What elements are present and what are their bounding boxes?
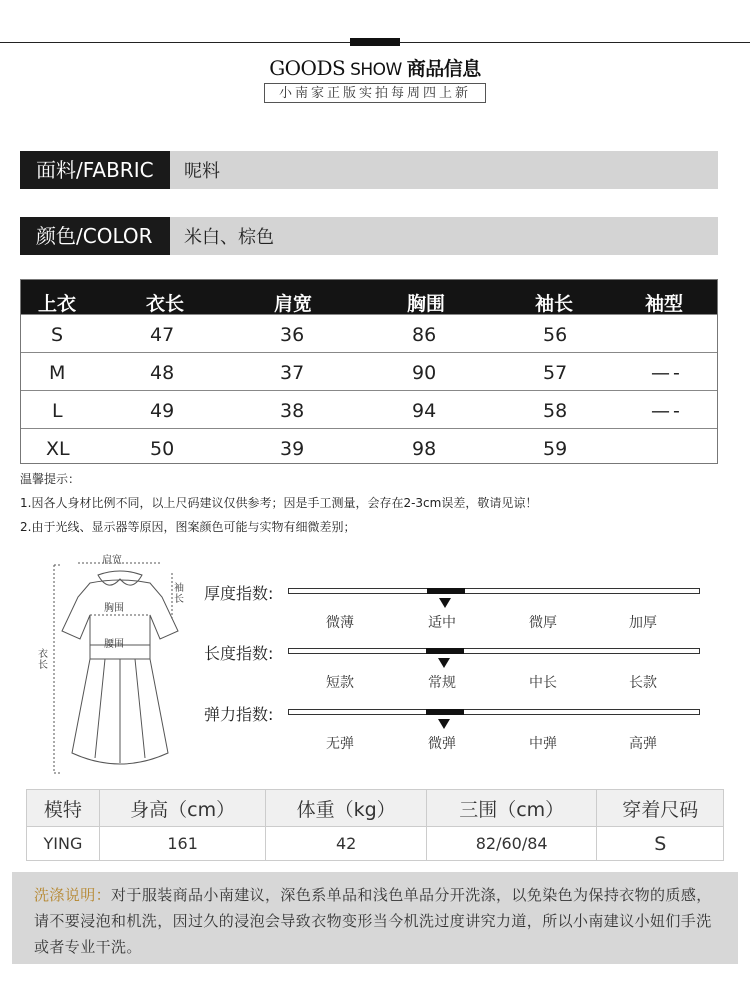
title-goods: GOODS (269, 56, 346, 80)
sleeve-type-cell: —- (651, 362, 683, 384)
elasticity-index-label: 弹力指数: (204, 705, 274, 724)
size-cell: S (51, 324, 64, 346)
table-row (27, 827, 724, 861)
subtitle-box: 小南家正版实拍每周四上新 (264, 83, 486, 103)
measurements-cell: 82/60/84 (426, 827, 597, 861)
measurements-header-cell: 三围（cm） (426, 790, 597, 827)
sleeve-type-cell: —- (651, 400, 683, 422)
page-title (0, 54, 750, 81)
thickness-arrow-icon (439, 598, 451, 608)
height-header-cell: 身高（cm） (99, 790, 266, 827)
sleeve-cell: 58 (543, 400, 568, 422)
header-tab-marker (350, 38, 400, 46)
length-index-label: 长度指数: (204, 644, 274, 663)
elasticity-index-marker (426, 709, 464, 715)
sleeve-cell: 56 (543, 324, 568, 346)
header-cell-length: 衣长 (146, 293, 185, 315)
tips-title: 温馨提示： (20, 472, 81, 486)
header-cell-sleeve: 袖长 (535, 293, 574, 315)
model-table-header (27, 790, 724, 827)
chest-cell: 98 (412, 438, 437, 460)
model-table (26, 789, 724, 861)
worn-size-cell: S (597, 827, 724, 861)
height-cell: 161 (99, 827, 266, 861)
figure-label-shoulder: 肩宽 (102, 555, 122, 566)
thickness-option: 微薄 (326, 615, 354, 631)
color-bar (20, 217, 718, 255)
washing-title: 洗涤说明： (34, 886, 112, 904)
length-cell: 50 (150, 438, 175, 460)
elasticity-arrow-icon (438, 719, 450, 729)
table-row (21, 428, 717, 463)
size-cell: M (49, 362, 66, 384)
header-cell-sleeve-type: 袖型 (645, 293, 684, 315)
dress-illustration (50, 553, 190, 777)
tips-block (20, 467, 537, 539)
chest-cell: 90 (412, 362, 437, 384)
size-cell: XL (46, 438, 70, 460)
sleeve-cell: 57 (543, 362, 568, 384)
color-label: 颜色/COLOR (20, 217, 170, 255)
worn-size-header-cell: 穿着尺码 (597, 790, 724, 827)
length-cell: 49 (150, 400, 175, 422)
elasticity-option: 无弹 (326, 736, 354, 752)
thickness-option: 加厚 (629, 615, 657, 631)
sleeve-cell: 59 (543, 438, 568, 460)
thickness-index-label: 厚度指数: (204, 584, 274, 603)
table-row (21, 352, 717, 390)
chest-cell: 86 (412, 324, 437, 346)
fabric-label: 面料/FABRIC (20, 151, 170, 189)
length-index-track (288, 648, 700, 654)
washing-instructions (12, 872, 738, 964)
weight-cell: 42 (266, 827, 427, 861)
model-name-cell: YING (27, 827, 100, 861)
fabric-bar (20, 151, 718, 189)
size-table-header (21, 280, 717, 314)
color-value: 米白、棕色 (184, 227, 274, 248)
header-cell-top: 上衣 (38, 293, 77, 315)
elasticity-option: 高弹 (629, 736, 657, 752)
elasticity-index-track (288, 709, 700, 715)
thickness-index-track (288, 588, 700, 594)
figure-label-length: 衣长 (38, 649, 48, 671)
thickness-index-marker (427, 588, 465, 594)
length-option: 中长 (529, 675, 557, 691)
length-index-marker (426, 648, 464, 654)
header-cell-shoulder: 肩宽 (274, 293, 313, 315)
thickness-option: 适中 (428, 615, 456, 631)
fabric-value: 呢料 (184, 161, 220, 182)
tips-line-1: 1.因各人身材比例不同，以上尺码建议仅供参考；因是手工测量，会存在2-3cm误差，敬请见谅！ (20, 496, 538, 510)
shoulder-cell: 39 (280, 438, 305, 460)
figure-label-sleeve: 袖长 (174, 583, 184, 605)
length-option: 长款 (629, 675, 657, 691)
shoulder-cell: 36 (280, 324, 305, 346)
title-cn: 商品信息 (406, 58, 481, 80)
shoulder-cell: 37 (280, 362, 305, 384)
thickness-option: 微厚 (529, 615, 557, 631)
dress-measurement-figure (38, 553, 190, 777)
length-option: 常规 (428, 675, 456, 691)
length-cell: 48 (150, 362, 175, 384)
table-row (21, 314, 717, 352)
length-option: 短款 (326, 675, 354, 691)
title-show: SHOW (345, 60, 407, 80)
length-arrow-icon (438, 658, 450, 668)
size-table (20, 279, 718, 464)
shoulder-cell: 38 (280, 400, 305, 422)
header-cell-chest: 胸围 (407, 293, 446, 315)
size-cell: L (52, 400, 63, 422)
chest-cell: 94 (412, 400, 437, 422)
figure-label-chest: 胸围 (104, 603, 124, 614)
elasticity-option: 微弹 (428, 736, 456, 752)
tips-line-2: 2.由于光线、显示器等原因，图案颜色可能与实物有细微差别； (20, 520, 356, 534)
figure-label-waist: 腰围 (104, 639, 124, 650)
weight-header-cell: 体重（kg） (266, 790, 427, 827)
washing-text: 对于服装商品小南建议，深色系单品和浅色单品分开洗涤，以免染色为保持衣物的质感，请不要浸泡和机洗，因过久的浸泡会导致衣物变形当今机洗过度讲究力道，所以小南建议小妞们手洗或者专业干洗。 (34, 886, 712, 956)
elasticity-option: 中弹 (529, 736, 557, 752)
length-cell: 47 (150, 324, 175, 346)
table-row (21, 390, 717, 428)
model-header-cell: 模特 (27, 790, 100, 827)
